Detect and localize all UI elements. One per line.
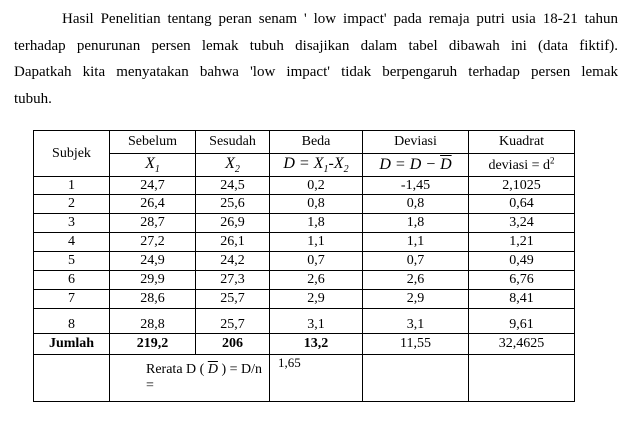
symbol-x1-text: $X_1$ [145,154,160,176]
table-cell: 28,6 [110,290,196,309]
total-cell: Jumlah [34,334,110,355]
data-table [33,130,575,402]
table-cell: 24,5 [196,177,270,195]
rerata-label-text: Rerata D ( $\overline{D}$ ) = D/n = [146,362,262,393]
table-row [34,214,575,233]
deviasi-formula-text: $D = D - \overline{D}$ [379,156,452,173]
total-cell: 32,4625 [469,334,575,355]
table-cell: 2,6 [363,271,469,290]
symbol-x2 [196,154,270,177]
intro-paragraph [14,6,618,112]
total-row [34,334,575,355]
table-cell: 1,1 [270,233,363,252]
rerata-value: 1,65 [270,355,363,402]
table-cell: 2,6 [270,271,363,290]
table-cell: 24,2 [196,252,270,271]
intro-line: Dapatkah kita menyatakan bahwa 'low impact' tidak berpengaruh terhadap persen lemak [14,64,618,80]
table-cell: 2,1025 [469,177,575,195]
table-cell: 2,9 [270,290,363,309]
table-cell: 0,8 [363,195,469,214]
header-sebelum: Sebelum [110,131,196,154]
header-beda: Beda [270,131,363,154]
total-cell: 13,2 [270,334,363,355]
symbol-beda-formula [270,154,363,177]
kuadrat-formula-text: deviasi = $d^2$ [488,155,555,174]
table-cell: 1,1 [363,233,469,252]
table-cell: 3 [34,214,110,233]
table-cell: 0,8 [270,195,363,214]
table-cell: 1,21 [469,233,575,252]
table-row [34,233,575,252]
total-cell: 206 [196,334,270,355]
table-cell: 3,1 [270,309,363,334]
table-cell: 1,8 [363,214,469,233]
intro-line: terhadap penurunan persen lemak tubuh disajikan dalam tabel dibawah ini (data fiktif). [14,37,618,54]
empty-cell [363,355,469,402]
table-cell: 27,2 [110,233,196,252]
table-row [34,195,575,214]
table-cell: 3,1 [363,309,469,334]
table-cell: 0,49 [469,252,575,271]
table-cell: 28,8 [110,309,196,334]
table-row [34,252,575,271]
header-deviasi: Deviasi [363,131,469,154]
rerata-row [34,355,575,402]
table-cell: 3,24 [469,214,575,233]
table-cell: 26,9 [196,214,270,233]
table-row [34,290,575,309]
table-cell: 26,1 [196,233,270,252]
total-cell: 219,2 [110,334,196,355]
table-cell: 25,7 [196,290,270,309]
table-cell: 5 [34,252,110,271]
symbol-deviasi-formula [363,154,469,177]
symbol-x1 [110,154,196,177]
table-cell: 6 [34,271,110,290]
table-cell: 0,64 [469,195,575,214]
intro-line: Hasil Penelitian tentang peran senam ' low impact' pada remaja putri usia 18-21 tahun [62,11,618,27]
table-row [34,271,575,290]
table-cell: 8 [34,309,110,334]
table-cell: 25,6 [196,195,270,214]
intro-line: tubuh. [14,90,52,107]
header-subjek: Subjek [34,131,110,177]
table-cell: 29,9 [110,271,196,290]
table-cell: 9,61 [469,309,575,334]
table-cell: 7 [34,290,110,309]
table-cell: 8,41 [469,290,575,309]
empty-cell [469,355,575,402]
table-cell: 0,7 [270,252,363,271]
table-cell: 27,3 [196,271,270,290]
table-cell: 25,7 [196,309,270,334]
symbol-x2-text: $X_2$ [225,154,240,176]
table-cell: 1,8 [270,214,363,233]
header-sesudah: Sesudah [196,131,270,154]
table-cell: 0,2 [270,177,363,195]
table-cell: 2,9 [363,290,469,309]
table-row [34,309,575,334]
table-cell: -1,45 [363,177,469,195]
beda-formula-text: $D = X_1-X_2$ [283,154,349,176]
table-cell: 1 [34,177,110,195]
header-kuadrat: Kuadrat [469,131,575,154]
table-cell: 6,76 [469,271,575,290]
symbol-kuadrat-formula [469,154,575,177]
table-cell: 28,7 [110,214,196,233]
table-cell: 24,7 [110,177,196,195]
empty-cell [34,355,110,402]
table-row [34,177,575,195]
total-cell: 11,55 [363,334,469,355]
table-cell: 24,9 [110,252,196,271]
table-cell: 2 [34,195,110,214]
table-cell: 4 [34,233,110,252]
table-cell: 26,4 [110,195,196,214]
rerata-label [110,355,270,402]
table-cell: 0,7 [363,252,469,271]
